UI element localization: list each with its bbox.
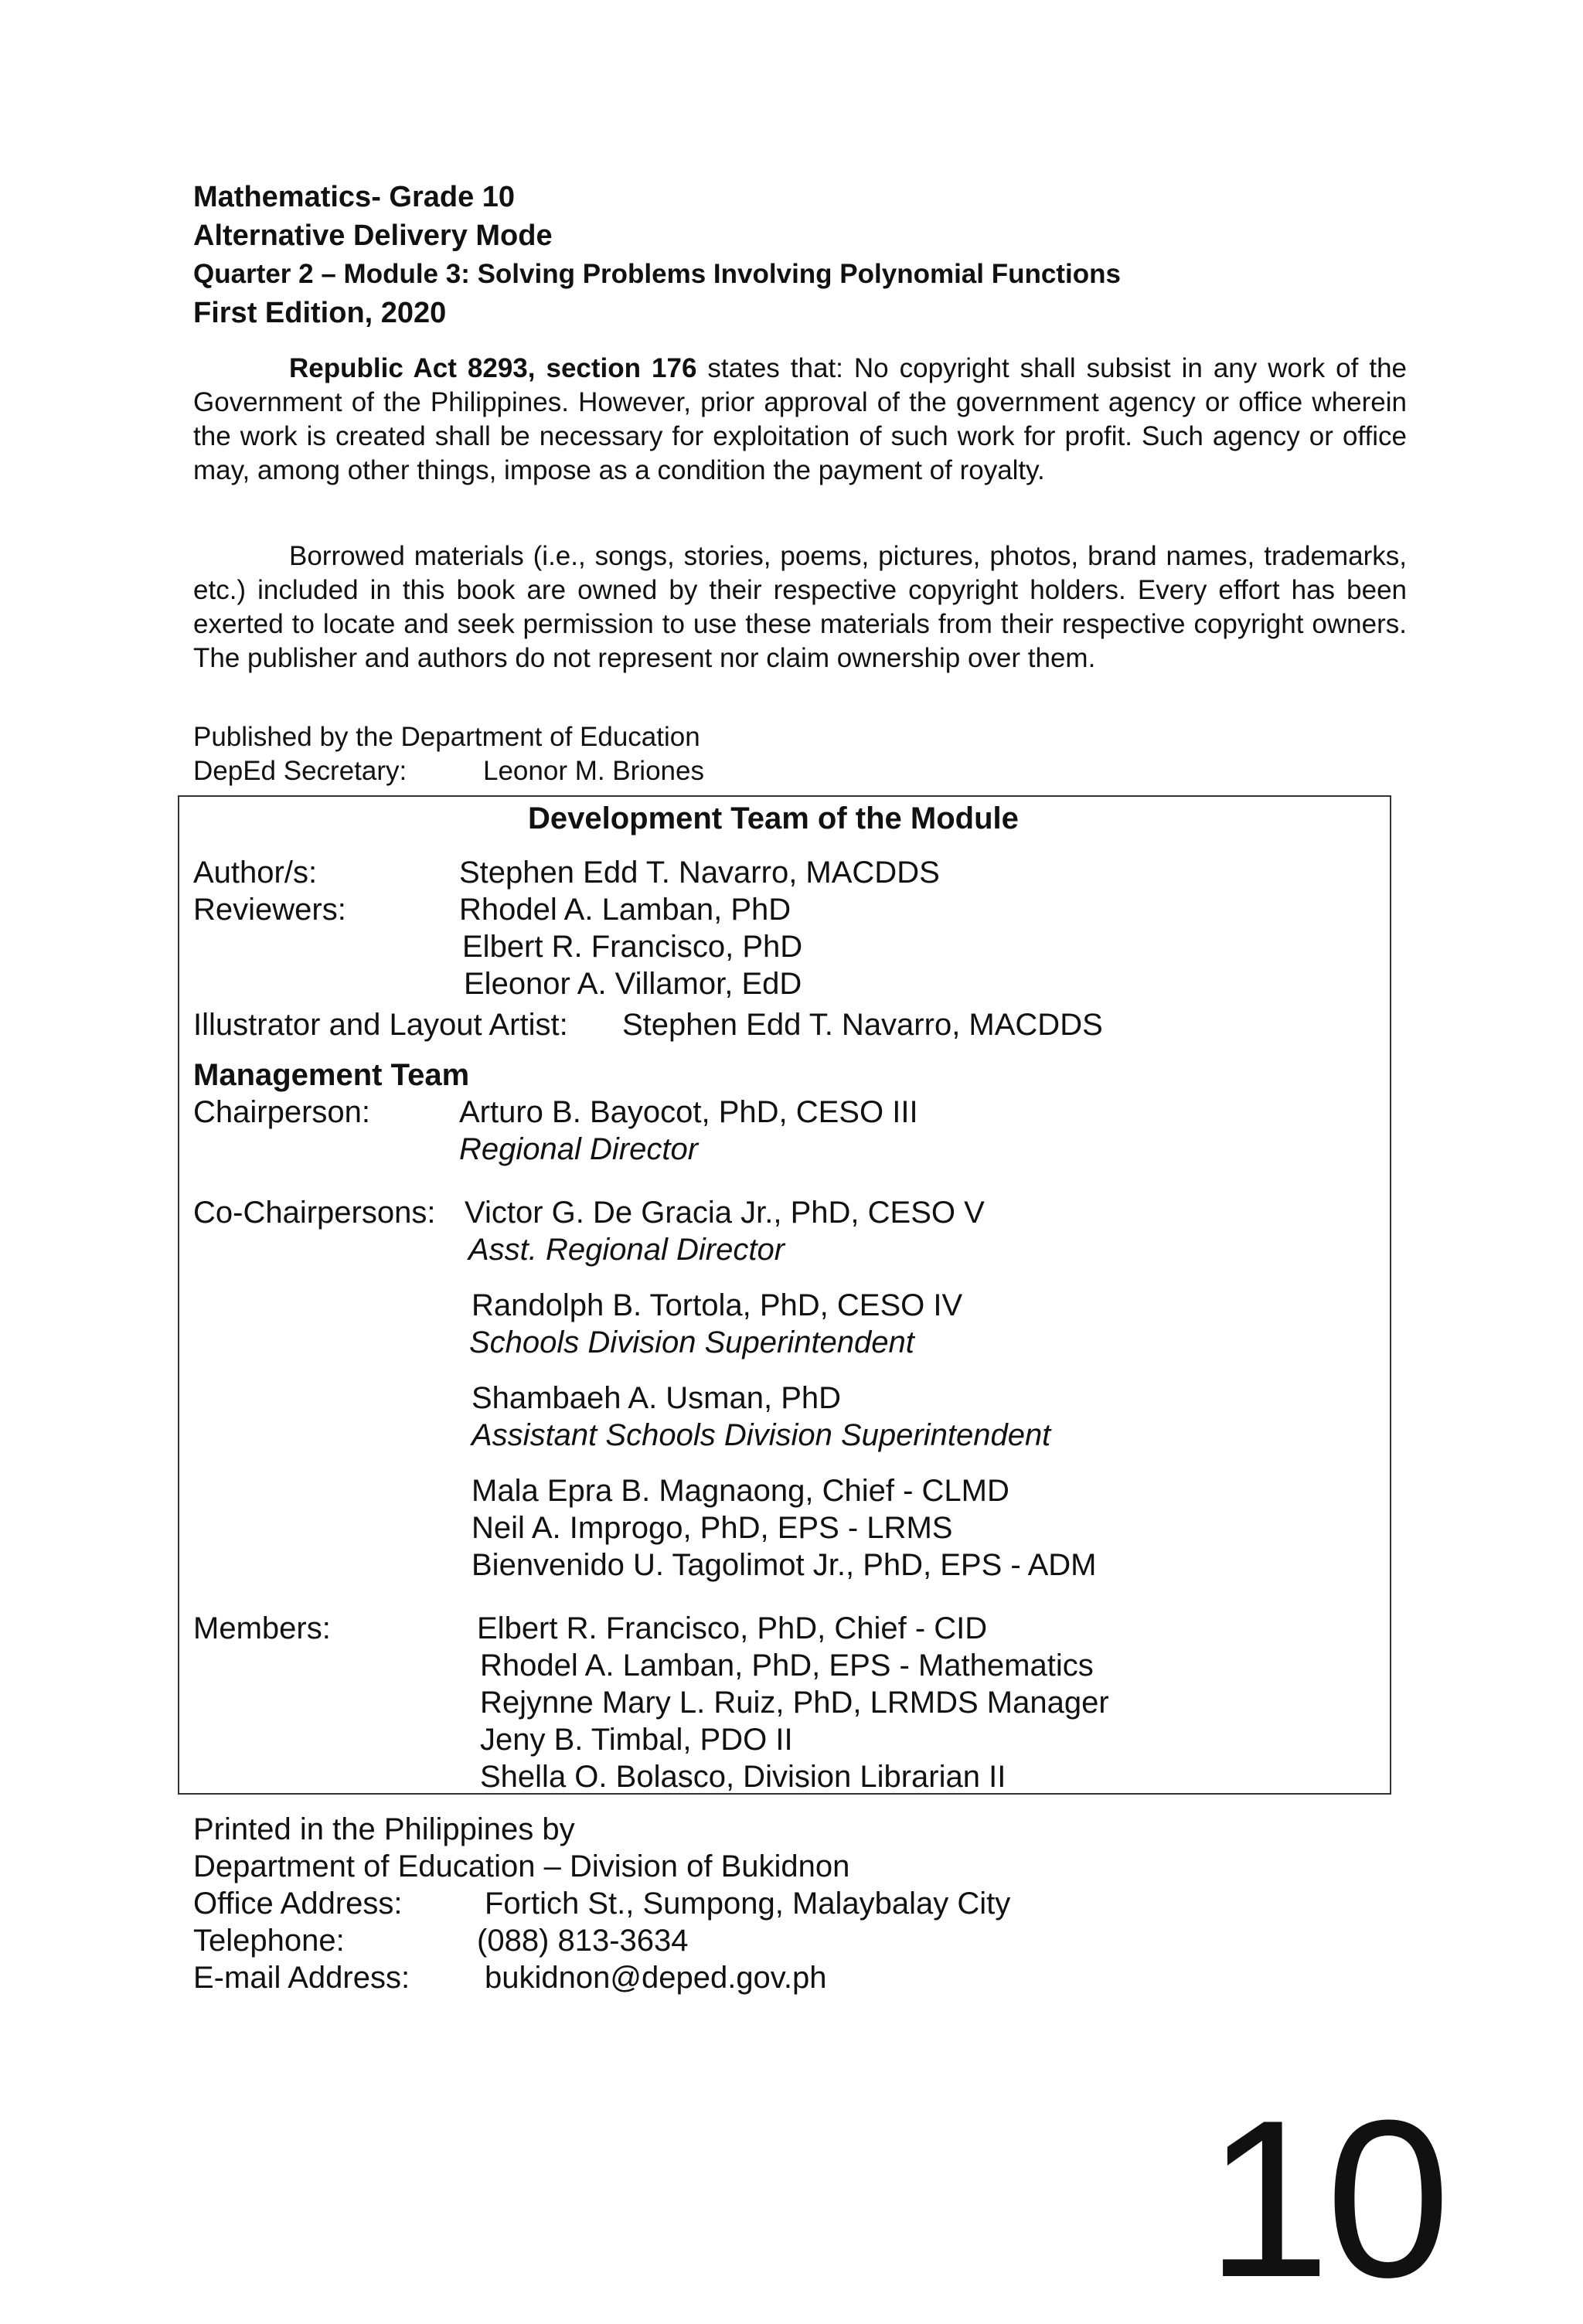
cochair-title: Asst. Regional Director xyxy=(468,1233,785,1267)
edition: First Edition, 2020 xyxy=(193,297,447,329)
copyright-paragraph-1 xyxy=(193,352,1407,488)
republic-act-reference: Republic Act 8293, section 176 xyxy=(289,353,697,383)
office-address-label: Office Address: xyxy=(193,1887,403,1921)
email-value: bukidnon@deped.gov.ph xyxy=(485,1961,827,1995)
cochair-extra-member: Mala Epra B. Magnaong, Chief - CLMD xyxy=(471,1474,1009,1508)
members-label: Members: xyxy=(193,1611,331,1645)
delivery-mode: Alternative Delivery Mode xyxy=(193,219,553,252)
cochair-title: Schools Division Superintendent xyxy=(469,1325,914,1359)
reviewer-name: Rhodel A. Lamban, PhD xyxy=(459,893,792,927)
cochair-name: Shambaeh A. Usman, PhD xyxy=(471,1381,842,1415)
copyright-text-1: states that: No copyright shall subsist in any work of the Government of the Philippines. However, prior approval of the government agency or office wherein the work is created shall be necessary for exploitation of such work for profit. Such agency or office may, among other things, impose as a condition the payment of royalty. xyxy=(193,353,1408,485)
member-name: Rhodel A. Lamban, PhD, EPS - Mathematics xyxy=(480,1649,1094,1683)
author-name: Stephen Edd T. Navarro, MACDDS xyxy=(459,856,940,890)
reviewers-label: Reviewers: xyxy=(193,893,346,927)
email-label: E-mail Address: xyxy=(193,1961,410,1995)
telephone-label: Telephone: xyxy=(193,1924,345,1958)
chair-title: Regional Director xyxy=(459,1132,699,1166)
member-name: Elbert R. Francisco, PhD, Chief - CID xyxy=(477,1611,988,1645)
telephone-value: (088) 813-3634 xyxy=(477,1924,689,1958)
copyright-text-2: Borrowed materials (i.e., songs, stories, poems, pictures, photos, brand names, trademarks, etc.) included in this book are owned by their respective copyright holders. Every effort has been exerted to locate and seek permission to use these materials from their respective copyright owners. The publisher and authors do not represent nor claim ownership over them. xyxy=(193,541,1407,673)
cochair-title: Assistant Schools Division Superintendent xyxy=(471,1418,1051,1452)
member-name: Jeny B. Timbal, PDO II xyxy=(480,1723,793,1757)
page-number: 10 xyxy=(1206,2074,1446,2324)
cochair-extra-member: Bienvenido U. Tagolimot Jr., PhD, EPS - ADM xyxy=(471,1548,1097,1582)
team-title: Development Team of the Module xyxy=(528,801,1019,835)
illustrator-name: Stephen Edd T. Navarro, MACDDS xyxy=(622,1008,1103,1042)
module-title: Quarter 2 – Module 3: Solving Problems Involving Polynomial Functions xyxy=(193,259,1121,289)
illustrator-label: Illustrator and Layout Artist: xyxy=(193,1008,568,1042)
authors-label: Author/s: xyxy=(193,856,318,890)
member-name: Rejynne Mary L. Ruiz, PhD, LRMDS Manager xyxy=(480,1686,1109,1720)
member-name: Shella O. Bolasco, Division Librarian II xyxy=(480,1760,1006,1794)
published-by: Published by the Department of Education xyxy=(193,722,700,752)
printed-line-1: Printed in the Philippines by xyxy=(193,1812,575,1846)
printed-line-2: Department of Education – Division of Bukidnon xyxy=(193,1849,850,1883)
cochair-extra-member: Neil A. Improgo, PhD, EPS - LRMS xyxy=(471,1511,953,1545)
cochair-name: Victor G. De Gracia Jr., PhD, CESO V xyxy=(465,1196,985,1230)
secretary-name: Leonor M. Briones xyxy=(483,756,704,786)
management-heading: Management Team xyxy=(193,1058,470,1092)
reviewer-name: Eleonor A. Villamor, EdD xyxy=(464,967,802,1001)
chair-label: Chairperson: xyxy=(193,1095,371,1129)
reviewer-name: Elbert R. Francisco, PhD xyxy=(462,930,803,964)
office-address-value: Fortich St., Sumpong, Malaybalay City xyxy=(485,1887,1011,1921)
chair-name: Arturo B. Bayocot, PhD, CESO III xyxy=(459,1095,918,1129)
cochairs-label: Co-Chairpersons: xyxy=(193,1196,436,1230)
secretary-label: DepEd Secretary: xyxy=(193,756,407,786)
subject-title: Mathematics- Grade 10 xyxy=(193,181,516,213)
cochair-name: Randolph B. Tortola, PhD, CESO IV xyxy=(471,1288,963,1322)
copyright-paragraph-2 xyxy=(193,539,1407,675)
